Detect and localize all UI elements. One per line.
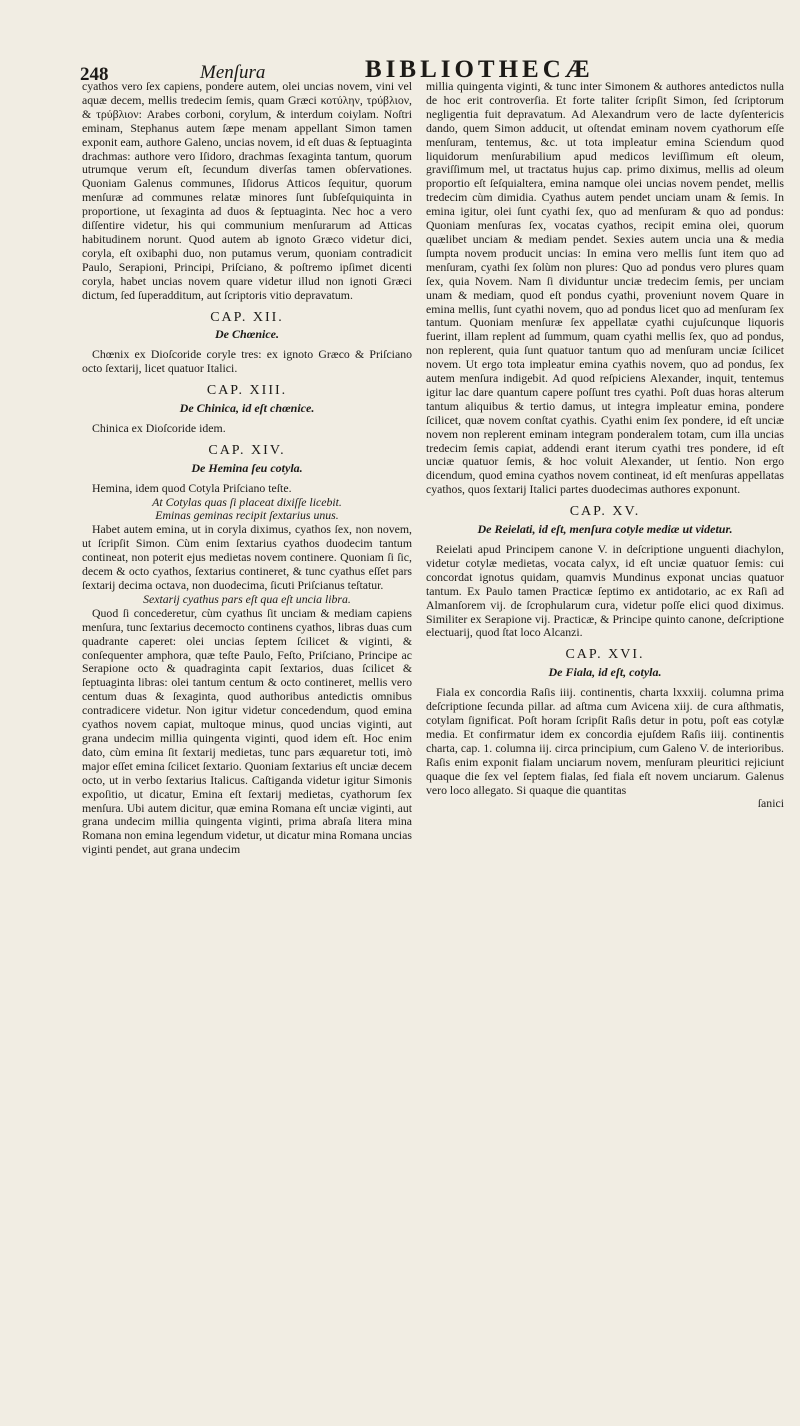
right-column	[426, 80, 784, 811]
chapter-heading: CAP. XII.	[210, 309, 284, 325]
paragraph: Chinica ex Dioſcoride idem.	[92, 420, 226, 435]
running-head-word: Menſura	[200, 62, 266, 83]
chapter-heading: CAP. XIV.	[208, 442, 286, 458]
chapter-title: De Chœnice.	[215, 327, 279, 342]
paragraph: Quod ſi concederetur, cùm cyathus ſit unciam & mediam capiens menſura, tunc ſextarius decemocto continens cyathos, libras duas cum quadrante caperet: olei uncias ſeptem ſcilicet & viginti, & conſequenter amphora, quæ teſte Paulo, Feſto, Priſciano, Principe ac Serapione octo & quadraginta capit ſextarios, duas ſcilicet & ſeptuaginta libras: olei tantum centum & octo contineret, mellis vero centum duas & ſexaginta, quod authoribus antedictis omnibus contradicere videtur. Non igitur videtur concedendum, quod emina cyathos novem capiat, multoque minus, quod uncias viginti, aut grana undecim millia quingenta viginti, quod idem eſt. Hoc enim dato, cùm emina ſit ſextarij medietas, tunc pars æquaretur toti, imò major eſſet emina ſcilicet ſextario. Quoniam ſextarius eſt unciæ decem octo, ut in verbo ſextarius Italicus. Caſtiganda videtur igitur Simonis expoſitio, ut dicatur, Emina eſt ſextarij medietas, cyathorum ſex menſura. Ubi autem dicitur, quæ emina Romana eſt unciæ viginti, aut grana undecim millia quingenta viginti, prima abraſa litera mina Romana non emina legendum videtur, ut dicatur mina Romana uncias viginti pendet, aut grana undecim	[82, 605, 412, 857]
left-column	[82, 80, 412, 857]
catchword: ſanici	[757, 796, 784, 811]
chapter-heading: CAP. XVI.	[565, 647, 645, 663]
paragraph: cyathos vero ſex capiens, pondere autem, olei uncias novem, vini vel aquæ decem, mellis tredecim ſemis, quam Græci κοτύλην, τρύβλιον, & τρύβλιον: Arabes corboni, corylum, & interdum coiylam. Noſtri eminam, Stephanus autem ſæpe menam appellant Simon tamen exponit eam, authore Galeno, uncias novem, id eſt duas & ſeptuaginta drachmas: authore vero Iſidoro, drachmas ſexaginta tantum, quorum utrumque verum eſt, ſecundum diverſas tamen obſervationes. Quoniam Galenus communes, Iſidorus Atticos ſequitur, quorum menſuræ ad communes relatæ minores ſunt ſubſeſquiquinta in proportione, ut ſexaginta ad duos & ſeptuaginta. Nec hoc a vero diſſentire videtur, his qui communium menſurarum ad Atticas habitudinem norunt. Quod autem ab ignoto Græco videtur dici, coryla, eſt oxibaphi duo, non putamus verum, quoniam contradicit Paulo, Serapioni, Principi, Priſciano, & poſtremo ipſimet dicenti coryla, habet uncias novem quare videtur illud non ignoti Græci dictum, ſed ſuperadditum, aut ſcriptoris vitio depravatum.	[82, 79, 412, 302]
chapter-title: De Fiala, id eſt, cotyla.	[548, 665, 662, 680]
paragraph: Chœnix ex Dioſcoride coryle tres: ex ignoto Græco & Priſciano octo ſextarij, licet quatuor Italici.	[82, 347, 412, 376]
paragraph: Habet autem emina, ut in coryla diximus, cyathos ſex, non novem, ut ſcripſit Simon. Cùm enim ſextarius cyathos duodecim tantum contineat, non poterit ejus medietas novem continere. Quoniam ſi ſic, decem & octo cyathos, ſextarius contineret, & tunc cyathus eſſet pars ſextarij decima octava, non duodecima, ſicuti Priſcianus teſtatur.	[82, 522, 412, 592]
chapter-heading: CAP. XV.	[569, 504, 641, 520]
verse-line: At Cotylas quas ſi placeat dixiſſe licebit.	[152, 494, 342, 509]
chapter-title: De Chinica, id eſt chœnice.	[179, 401, 315, 416]
verse-line: Eminas geminas recipit ſextarius unus.	[155, 508, 339, 523]
chapter-heading: CAP. XIII.	[206, 383, 288, 399]
chapter-title: De Reielati, id eſt, menſura cotyle mediæ ut videtur.	[477, 522, 733, 537]
running-head-title: BIBLIOTHECÆ	[365, 56, 594, 83]
verse-line: Sextarij cyathus pars eſt qua eſt uncia libra.	[143, 591, 351, 606]
paragraph: millia quingenta viginti, & tunc inter Simonem & authores antedictos nulla de hoc erit controverſia. Et forte taliter ſcripſit Simon, ſed ſcriptorum negligentia fuit depravatum. Ad Alexandrum vero de lacte dyſentericis dando, quem Simon adducit, ut oſtendat eminam novem cyathorum eſſe menſuram, tentemus, &c. ut tota impleatur emina Sciendum quod liquidorum menſurabilium apud medicos leviſſimum eſt oleum, graviſſimum mel, ut tractatus hujus cap. primo diximus, mellis ad oleum proportio eſt ſeſquialtera, emina namque olei uncias novem pendet, mellis tredecim cùm dimidia. Cyathus autem pendet unciam unam & ſemis. In emina igitur, olei ſunt cyathi ſex, quo ad menſuram & quo ad pondus: Quoniam menſuras ſex, vocatas cyathos, recipit emina olei, quorum quælibet unciam & mediam pendet. Sexies autem uncia una & media ſumpta novem producit uncias: In emina vero mellis ſunt item quo ad menſuram, cyathi ſex ſolùm non plures: Quo ad pondus vero plures quam ſex, quia Novem. Nam ſi dividuntur unciæ tredecim ſemis, per unciam unam & mediam, quod eſt pondus cyathi, proveniunt novem Quare in emina mellis, ſunt cyathi novem, quo ad pondus licet quo ad menſuram ſex tantum. Quoniam menſuræ ſex appellatæ cyathi cujuſcunque liquoris fuerint, illam replent ad ſummum, quam cyathi mellis ſex, quo ad pondus, non replerent, quia ſunt quatuor tantum quo ad menſuram unciæ ſcilicet novem. Ut ergo tota impleatur emina cyathis novem, quo ad pondus, ſex autem menſura indigebit. Ad quod reſpiciens Alexander, inquit, tentemus igitur lac dare quantum capere poſſunt tres cyathi. Poſt duas horas alterum tantum aliquibus & tertio damus, ut integra impleatur emina, pondere ſcilicet, quæ novem conſtat cyathis. Cyathi enim ſex pondere, id eſt unciæ novem non replerent eminam integram ponderalem totam, cum illa uncias tredecim ſemis capiat, addendi erant iterum cyathi tres pondere, id eſt unciæ quatuor ſemis, & hoc voluit Alexander, ut ſentio. Non ergo dicendum, quod emina cyathos novem contineat, id eſt menſuras appellatas cyathos, quos ſextarij Italici partes duodecimas authores exponunt.	[426, 79, 784, 497]
chapter-title: De Hemina ſeu cotyla.	[191, 460, 303, 475]
paragraph: Fiala ex concordia Raſis iiij. continentis, charta lxxxiij. columna prima deſcriptione ſecunda pillar. ad aſtma cum Avicena xiij. de cura aſthmatis, cotylam ſignificat. Poſt horam ſcripſit Raſis detur in potu, poſt eas cotylæ media. Et confirmatur idem ex concordia ejuſdem Raſis iiij. continentis charta, cap. 1. columna iij. circa principium, cum Galeno V. de interioribus. Raſis enim exponit fialam unciarum novem, menſuram pleuritici rejiciunt quaque die ſex vel ſeptem fialas, ſed fiala eſt novem unciarum. Galenus vero loco allegato. Si quaque die quantitas	[426, 685, 784, 797]
paragraph: Reielati apud Principem canone V. in deſcriptione unguenti diachylon, videtur cotylæ medietas, vocata calyx, id eſt unciæ quatuor ſemis: cui concordat ignotus quidam, quamvis Mundinus exponat uncias quatuor tantum. Ex Paulo tamen Practicæ ſeptimo ex antidotario, ac ex Raſi ad Almanſorem vij. de ſcrophularum cura, videtur poſſe elici quod diximus. Similiter ex Serapione vij. Practicæ, & Principe quinto canone, deſcriptione electuarij, quod ſtat loco Alcanzi.	[426, 542, 784, 640]
paragraph: Hemina, idem quod Cotyla Priſciano teſte.	[92, 480, 292, 495]
page-number: 248	[80, 64, 109, 85]
